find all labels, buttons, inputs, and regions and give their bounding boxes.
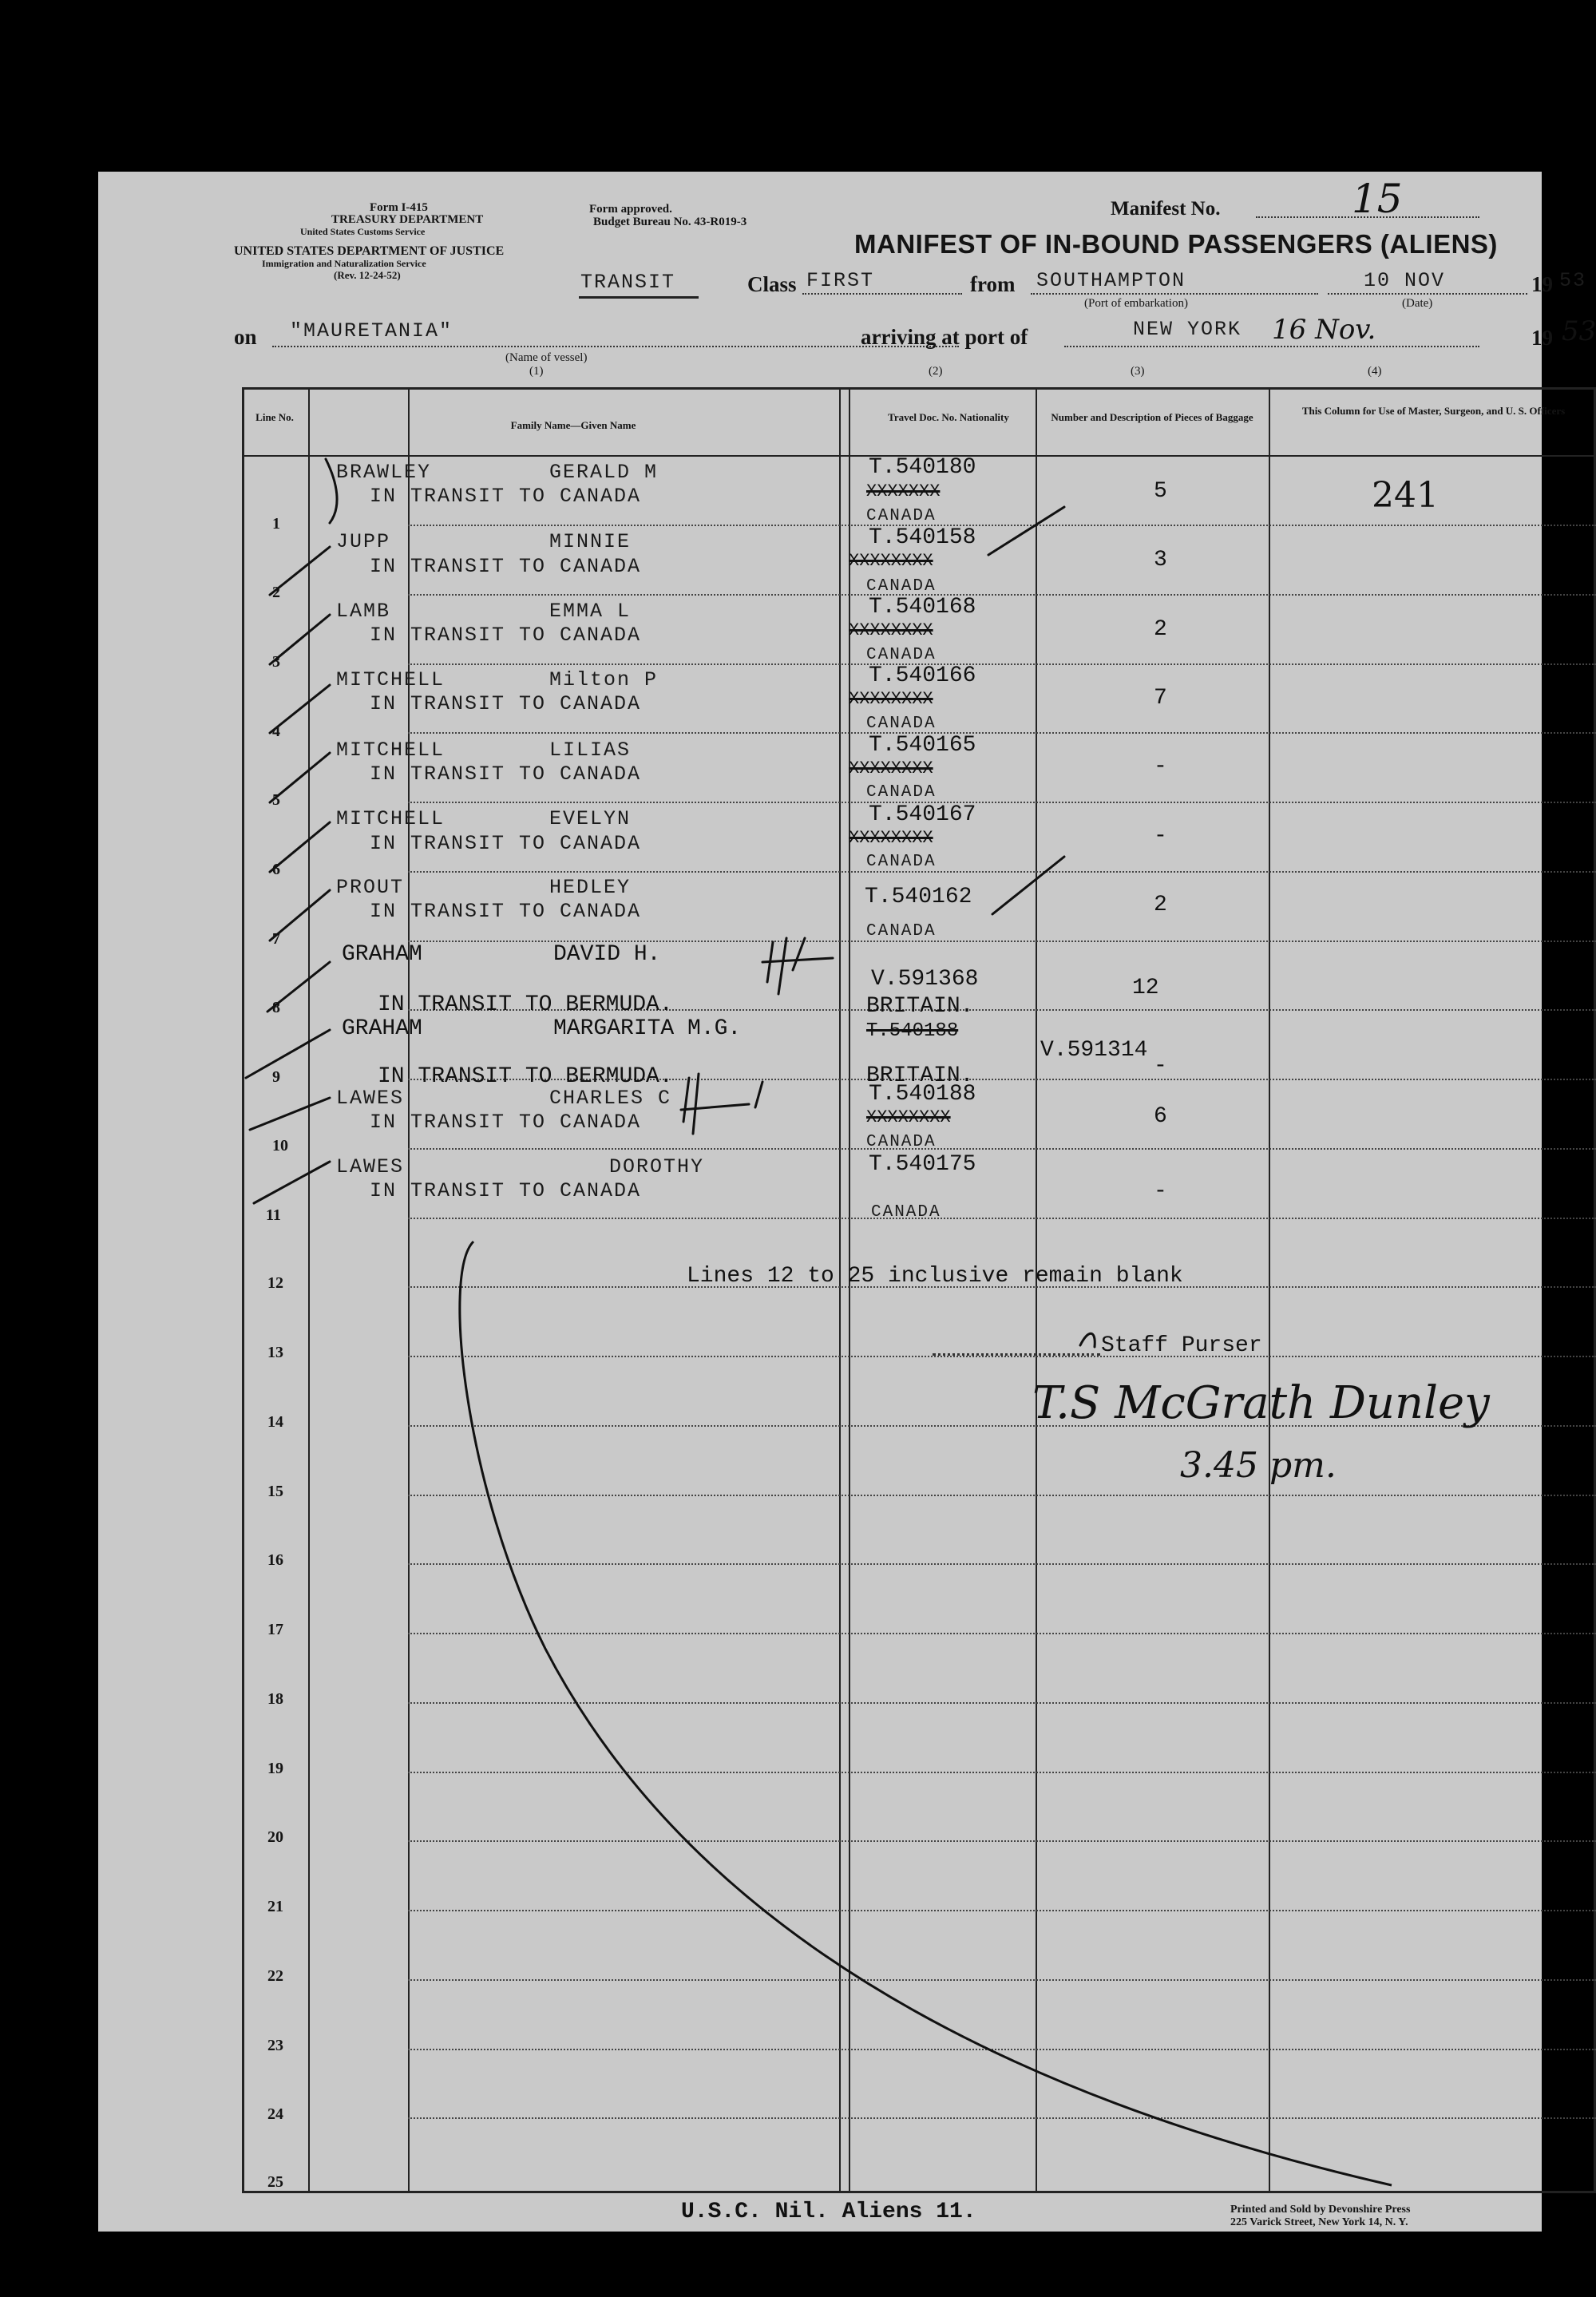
family-name: GRAHAM: [342, 1016, 422, 1041]
line-number: 16: [267, 1551, 283, 1569]
form-approved: Form approved.: [589, 203, 672, 216]
given-name: MINNIE: [549, 530, 632, 553]
treasury-department: TREASURY DEPARTMENT: [331, 213, 484, 226]
line-number: 15: [267, 1483, 283, 1500]
nationality: CANADA: [866, 922, 937, 941]
family-name: LAMB: [336, 600, 391, 623]
family-name: MITCHELL: [336, 739, 446, 762]
line-number: 19: [267, 1760, 283, 1777]
given-name: EMMA L: [549, 600, 632, 623]
travel-doc-number: T.540168: [869, 595, 976, 620]
immigration-service: Immigration and Naturalization Service: [262, 258, 426, 269]
manifest-number-label: Manifest No.: [1111, 198, 1221, 220]
struck-doc-number: XXXXXXXX: [849, 758, 933, 778]
line-number: 13: [267, 1344, 283, 1361]
baggage-count: 5: [1154, 479, 1167, 504]
col-header-travel-doc: Travel Doc. No. Nationality: [888, 411, 1009, 423]
nationality: BRITAIN.: [866, 994, 974, 1019]
given-name: DOROTHY: [609, 1155, 705, 1178]
baggage-count: 12: [1132, 976, 1159, 1000]
transit-label: TRANSIT: [580, 271, 676, 294]
struck-doc-number: XXXXXXXX: [849, 551, 933, 571]
col-header-officers: This Column for Use of Master, Surgeon, and U. S. Officers: [1301, 405, 1566, 417]
line-number: 24: [267, 2105, 283, 2123]
port-of-embarkation-caption: (Port of embarkation): [1084, 297, 1188, 310]
blank-lines-note: Lines 12 to 25 inclusive remain blank: [687, 1264, 1183, 1289]
struck-doc-number: XXXXXXXX: [849, 828, 933, 848]
baggage-count: 7: [1154, 686, 1167, 711]
transit-note: IN TRANSIT TO BERMUDA.: [378, 1064, 673, 1089]
baggage-count: 6: [1154, 1104, 1167, 1129]
travel-doc-number: T.540158: [869, 525, 976, 550]
column-1-number: (1): [529, 365, 544, 378]
manifest-number-value: 15: [1352, 176, 1403, 222]
diagonal-stroke: [460, 1242, 1392, 2185]
manifest-page: [98, 172, 1596, 2232]
transit-note: IN TRANSIT TO CANADA: [370, 900, 642, 923]
vessel-caption: (Name of vessel): [505, 351, 588, 364]
family-name: MITCHELL: [336, 668, 446, 691]
nationality: CANADA: [866, 646, 937, 664]
baggage-count: -: [1154, 1054, 1167, 1079]
from-label: from: [970, 272, 1016, 296]
arrival-port: NEW YORK: [1133, 318, 1242, 341]
transit-note: IN TRANSIT TO CANADA: [370, 1179, 642, 1202]
line-number: 18: [267, 1690, 283, 1708]
customs-service: United States Customs Service: [300, 226, 426, 237]
travel-doc-number: T.540188: [869, 1082, 976, 1107]
line-number: 22: [267, 1967, 283, 1985]
purser-signature: T.S McGrath Dunley: [1032, 1377, 1490, 1429]
family-name: LAWES: [336, 1155, 405, 1178]
nationality: CANADA: [866, 507, 937, 525]
year2-suffix: 53: [1562, 315, 1596, 347]
vessel-name: "MAURETANIA": [290, 319, 453, 343]
year2-prefix: 19: [1531, 326, 1553, 350]
col-header-name: Family Name—Given Name: [510, 419, 636, 431]
transit-note: IN TRANSIT TO CANADA: [370, 1111, 642, 1134]
nationality: BRITAIN.: [866, 1063, 974, 1088]
transit-note: IN TRANSIT TO CANADA: [370, 832, 642, 855]
line-number: 10: [272, 1137, 288, 1154]
line-number: 5: [272, 791, 280, 809]
handwritten-checkmarks: [98, 172, 1542, 2232]
on-label: on: [234, 325, 257, 349]
budget-bureau-number: Budget Bureau No. 43-R019-3: [593, 216, 747, 228]
date-caption: (Date): [1402, 297, 1433, 310]
transit-note: IN TRANSIT TO CANADA: [370, 555, 642, 578]
line-number: 2: [272, 584, 280, 601]
col-header-line-no: Line No.: [255, 411, 294, 423]
column-2-number: (2): [929, 365, 943, 378]
travel-doc-number: V.591368: [871, 967, 979, 992]
transit-note: IN TRANSIT TO CANADA: [370, 624, 642, 647]
line-number: 11: [266, 1206, 281, 1224]
line-number: 21: [267, 1898, 283, 1915]
line-number: 20: [267, 1828, 283, 1846]
transit-note: IN TRANSIT TO CANADA: [370, 692, 642, 715]
line-number: 9: [272, 1068, 280, 1086]
line-number: 6: [272, 861, 280, 878]
family-name: JUPP: [336, 530, 391, 553]
given-name: MARGARITA M.G.: [553, 1016, 742, 1041]
travel-doc-number: T.540165: [869, 733, 976, 758]
nationality: CANADA: [866, 1133, 937, 1151]
travel-doc-number: V.591314: [1040, 1038, 1148, 1063]
class-label: Class: [747, 272, 797, 296]
family-name: MITCHELL: [336, 807, 446, 830]
baggage-count: 2: [1154, 893, 1167, 917]
travel-doc-number: T.540167: [869, 802, 976, 827]
form-number: Form I-415: [370, 201, 428, 214]
year-suffix: 53: [1559, 269, 1587, 292]
family-name: PROUT: [336, 876, 405, 899]
line-number: 17: [267, 1621, 283, 1638]
given-name: EVELYN: [549, 807, 632, 830]
baggage-count: -: [1154, 754, 1167, 779]
travel-doc-number: T.540162: [865, 885, 972, 909]
family-name: GRAHAM: [342, 942, 422, 967]
travel-doc-number: T.540175: [869, 1152, 976, 1177]
port-of-embarkation: SOUTHAMPTON: [1036, 269, 1186, 292]
line-number: 1: [272, 515, 280, 533]
struck-doc-number: T.540188: [866, 1020, 959, 1042]
baggage-count: 3: [1154, 548, 1167, 572]
given-name: Milton P: [549, 668, 659, 691]
line-number: 12: [267, 1274, 283, 1292]
staff-purser-label: Staff Purser: [1101, 1333, 1262, 1358]
struck-doc-number: XXXXXXXX: [849, 620, 933, 640]
officer-mark: 241: [1372, 475, 1439, 516]
transit-note: IN TRANSIT TO CANADA: [370, 762, 642, 786]
line-number: 4: [272, 723, 280, 740]
given-name: GERALD M: [549, 461, 659, 484]
class-value: FIRST: [806, 269, 875, 292]
handwritten-time: 3.45 pm.: [1180, 1445, 1337, 1486]
manifest-title: MANIFEST OF IN-BOUND PASSENGERS (ALIENS): [854, 229, 1498, 259]
given-name: DAVID H.: [553, 942, 661, 967]
revision-date: (Rev. 12-24-52): [334, 269, 401, 281]
nationality: CANADA: [866, 853, 937, 871]
arriving-label: arriving at port of: [861, 325, 1028, 349]
family-name: BRAWLEY: [336, 461, 432, 484]
given-name: CHARLES C: [549, 1087, 672, 1110]
given-name: LILIAS: [549, 739, 632, 762]
footer-summary: U.S.C. Nil. Aliens 11.: [681, 2200, 976, 2224]
nationality: CANADA: [866, 783, 937, 802]
nationality: CANADA: [866, 715, 937, 733]
line-number: 8: [272, 999, 280, 1016]
travel-doc-number: T.540180: [869, 455, 976, 480]
col-header-baggage: Number and Description of Pieces of Baggage: [1051, 411, 1253, 423]
baggage-count: -: [1154, 824, 1167, 849]
column-4-number: (4): [1368, 365, 1382, 378]
transit-note: IN TRANSIT TO BERMUDA.: [378, 992, 673, 1017]
arrival-date: 16 Nov.: [1272, 314, 1376, 346]
struck-doc-number: XXXXXXX: [866, 481, 941, 501]
struck-doc-number: XXXXXXXX: [866, 1107, 951, 1127]
nationality: CANADA: [871, 1203, 941, 1222]
family-name: LAWES: [336, 1087, 405, 1110]
line-number: 7: [272, 930, 280, 948]
printer-line-1: Printed and Sold by Devonshire Press: [1230, 2204, 1411, 2216]
line-number: 25: [267, 2173, 283, 2191]
struck-doc-number: XXXXXXXX: [849, 689, 933, 709]
embarkation-date: 10 NOV: [1364, 269, 1446, 292]
column-3-number: (3): [1131, 365, 1145, 378]
line-number: 3: [272, 653, 280, 671]
justice-department: UNITED STATES DEPARTMENT OF JUSTICE: [234, 244, 505, 258]
line-number: 23: [267, 2037, 283, 2054]
year-prefix: 19: [1531, 272, 1553, 296]
given-name: HEDLEY: [549, 876, 632, 899]
baggage-count: 2: [1154, 617, 1167, 642]
printer-line-2: 225 Varick Street, New York 14, N. Y.: [1230, 2216, 1408, 2228]
baggage-count: -: [1154, 1179, 1167, 1204]
transit-note: IN TRANSIT TO CANADA: [370, 485, 642, 508]
line-number: 14: [267, 1413, 283, 1431]
travel-doc-number: T.540166: [869, 663, 976, 688]
nationality: CANADA: [866, 577, 937, 596]
